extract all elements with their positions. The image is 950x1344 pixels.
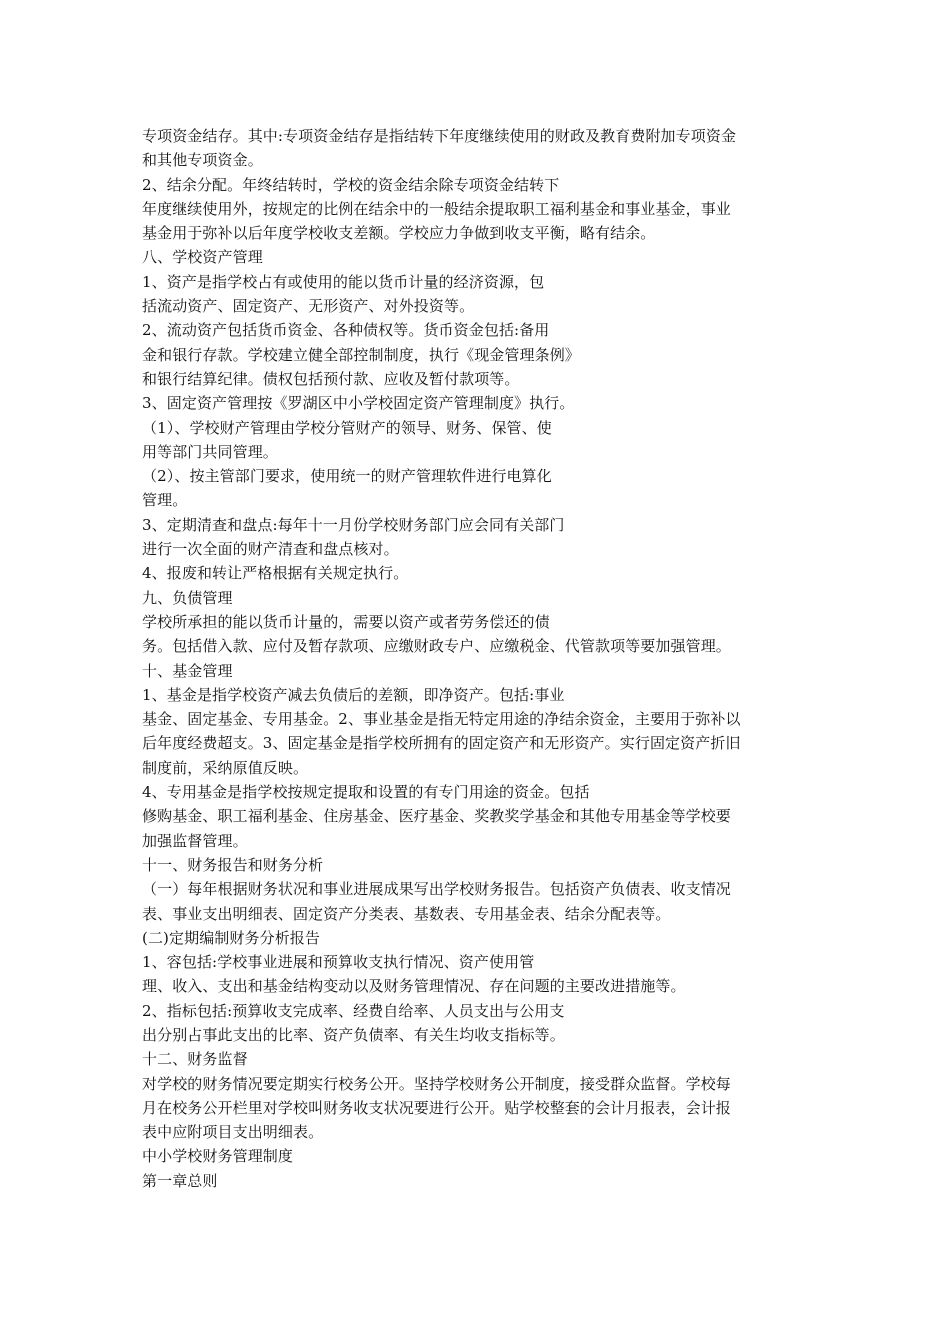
text-line: 基金用于弥补以后年度学校收支差额。学校应力争做到收支平衡，略有结余。 bbox=[142, 224, 656, 243]
text-line: 学校所承担的能以货币计量的，需要以资产或者劳务偿还的债 bbox=[142, 612, 550, 631]
text-line: 3、定期清查和盘点:每年十一月份学校财务部门应会同有关部门 bbox=[142, 515, 565, 534]
section-heading: 十二、财务监督 bbox=[142, 1050, 248, 1069]
section-heading: 十一、财务报告和财务分析 bbox=[142, 855, 324, 874]
text-line: 金和银行存款。学校建立健全部控制制度，执行《现金管理条例》 bbox=[142, 345, 580, 364]
text-line: 进行一次全面的财产清查和盘点核对。 bbox=[142, 540, 399, 559]
text-line: （1）、学校财产管理由学校分管财产的领导、财务、保管、使 bbox=[142, 418, 552, 437]
text-line: 1、容包括:学校事业进展和预算收支执行情况、资产使用管 bbox=[142, 953, 535, 972]
text-line: 2、结余分配。年终结转时，学校的资金结余除专项资金结转下 bbox=[142, 175, 560, 194]
text-line: 管理。 bbox=[142, 491, 188, 510]
text-line: 4、专用基金是指学校按规定提取和设置的有专门用途的资金。包括 bbox=[142, 783, 590, 802]
text-line: 专项资金结存。其中:专项资金结存是指结转下年度继续使用的财政及教育费附加专项资金 bbox=[142, 127, 737, 145]
section-heading: 九、负债管理 bbox=[142, 588, 233, 607]
text-line: 和其他专项资金。 bbox=[142, 151, 263, 170]
text-line: 加强监督管理。 bbox=[142, 831, 248, 850]
text-line: 修购基金、职工福利基金、住房基金、医疗基金、奖教奖学基金和其他专用基金等学校要 bbox=[142, 807, 731, 826]
text-line: (二)定期编制财务分析报告 bbox=[142, 928, 321, 947]
text-line: 括流动资产、固定资产、无形资产、对外投资等。 bbox=[142, 297, 475, 316]
text-line: 4、报废和转让严格根据有关规定执行。 bbox=[142, 564, 409, 583]
text-line: 后年度经费超支。3、固定基金是指学校所拥有的固定资产和无形资产。实行固定资产折旧 bbox=[142, 734, 741, 753]
text-line: 务。包括借入款、应付及暂存款项、应缴财政专户、应缴税金、代管款项等要加强管理。 bbox=[142, 637, 731, 656]
text-line: 表中应附项目支出明细表。 bbox=[142, 1123, 324, 1142]
chapter-heading: 第一章总则 bbox=[142, 1171, 218, 1190]
text-line: 表、事业支出明细表、固定资产分类表、基数表、专用基金表、结余分配表等。 bbox=[142, 904, 671, 923]
document-body bbox=[142, 124, 818, 1193]
text-line: 对学校的财务情况要定期实行校务公开。坚持学校财务公开制度，接受群众监督。学校每 bbox=[142, 1074, 731, 1093]
text-line: 和银行结算纪律。债权包括预付款、应收及暂付款项等。 bbox=[142, 369, 520, 388]
text-line: （一）每年根据财务状况和事业进展成果写出学校财务报告。包括资产负债表、收支情况 bbox=[142, 880, 731, 899]
text-line: 基金、固定基金、专用基金。2、事业基金是指无特定用途的净结余资金，主要用于弥补以 bbox=[142, 710, 741, 729]
section-heading: 十、基金管理 bbox=[142, 661, 233, 680]
text-line: 出分别占事此支出的比率、资产负债率、有关生均收支指标等。 bbox=[142, 1025, 565, 1044]
text-line: 年度继续使用外，按规定的比例在结余中的一般结余提取职工福利基金和事业基金，事业 bbox=[142, 199, 731, 218]
document-title: 中小学校财务管理制度 bbox=[142, 1147, 294, 1166]
text-line: 制度前，采纳原值反映。 bbox=[142, 758, 309, 777]
text-line: 用等部门共同管理。 bbox=[142, 442, 278, 461]
text-line: 1、基金是指学校资产减去负债后的差额，即净资产。包括:事业 bbox=[142, 685, 565, 704]
text-line: 2、流动资产包括货币资金、各种债权等。货币资金包括:备用 bbox=[142, 321, 550, 340]
text-line: 1、资产是指学校占有或使用的能以货币计量的经济资源，包 bbox=[142, 272, 545, 291]
text-line: 2、指标包括:预算收支完成率、经费自给率、人员支出与公用支 bbox=[142, 1001, 565, 1020]
section-heading: 八、学校资产管理 bbox=[142, 248, 263, 267]
text-line: 理、收入、支出和基金结构变动以及财务管理情况、存在问题的主要改进措施等。 bbox=[142, 977, 686, 996]
text-line: （2）、按主管部门要求，使用统一的财产管理软件进行电算化 bbox=[142, 467, 552, 486]
text-line: 3、固定资产管理按《罗湖区中小学校固定资产管理制度》执行。 bbox=[142, 394, 575, 413]
text-line: 月在校务公开栏里对学校叫财务收支状况要进行公开。贴学校整套的会计月报表，会计报 bbox=[142, 1098, 731, 1117]
